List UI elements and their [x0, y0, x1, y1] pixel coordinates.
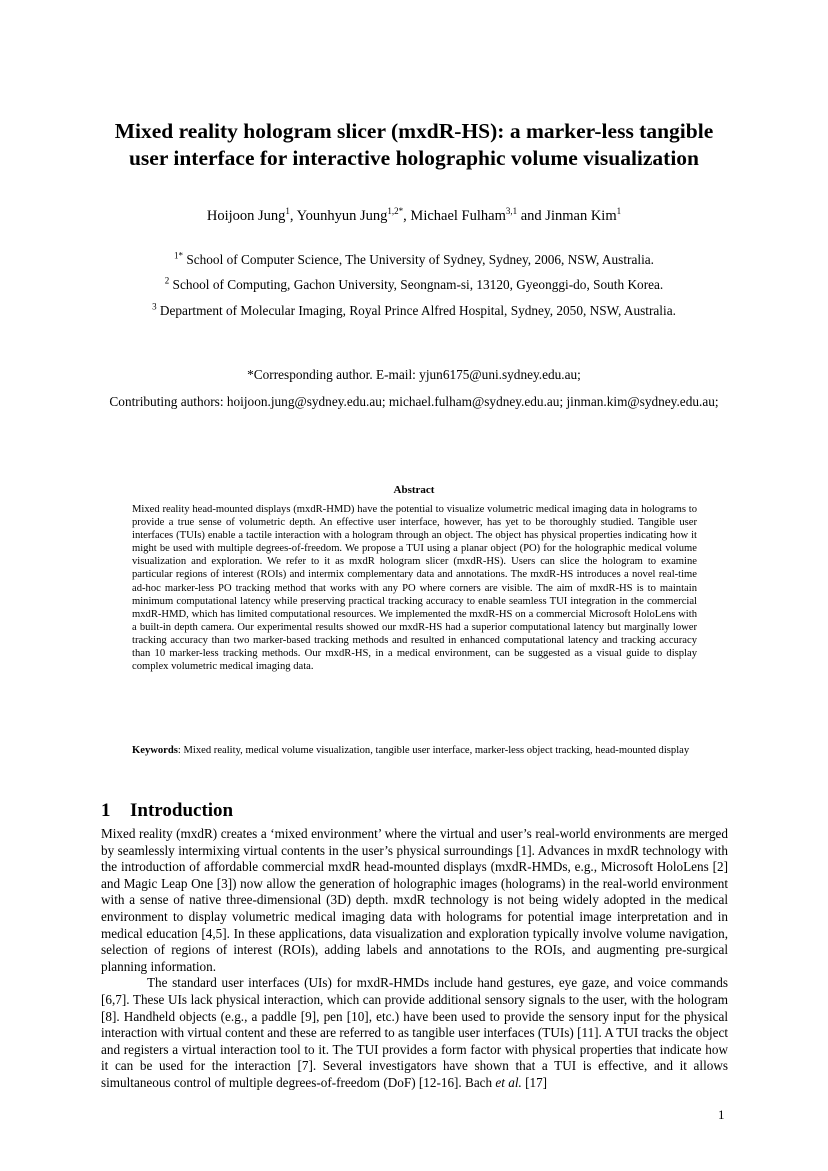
- section-title: Introduction: [130, 800, 234, 821]
- affiliation-text: School of Computer Science, The University of Sydney, Sydney, 2006, NSW, Australia.: [183, 252, 654, 267]
- paragraph-emphasis: et al.: [495, 1074, 522, 1090]
- author-affiliation-mark: 1: [616, 206, 622, 217]
- affiliation-text: Department of Molecular Imaging, Royal Prince Alfred Hospital, Sydney, 2050, NSW, Australia.: [156, 303, 676, 318]
- author-name: Hoijoon Jung: [206, 208, 286, 224]
- paragraph-text: [17]: [521, 1074, 548, 1090]
- abstract-text: Mixed reality head-mounted displays (mxdR-HMD) have the potential to visualize volumetric medical imaging data in holograms to provide a true sense of volumetric depth. An effective user interface, however, has yet to be thoroughly studied. Tangible user interfaces (TUIs) enable a tactile interaction with a hologram through an object. The object has physical properties indicating how it might be used with multiple degrees-of-freedom. We propose a TUI using a planar object (PO) for the holographic medical volume visualization and exploration. We refer to it as mxdR hologram slicer (mxdR-HS). Users can slice the hologram to examine particular regions of interest (ROIs) and intermix complementary data and annotations. The mxdR-HS introduces a novel real-time ad-hoc marker-less PO tracking method that works with any PO where corners are visible. The aim of mxdR-HS is to maintain minimum computational latency while preserving practical tracking accuracy to enable seamless TUI integration in the commercial mxdR-HMD, which has limited computational resources. We implemented the mxdR-HS on a commercial Microsoft HoloLens with a built-in depth camera. Our experimental results showed our mxdR-HS had a superior computational latency but marginally lower tracking accuracy than two marker-based tracking methods and resulted in enhanced computational latency and tracking accuracy than 10 marker-less tracking methods. Our mxdR-HS, in a medical environment, can be suggested as a visual guide to display complex volumetric medical imaging data.: [132, 504, 697, 673]
- keywords-text: : Mixed reality, medical volume visualization, tangible user interface, marker-less object tracking, head-mounted display: [177, 745, 690, 756]
- section-heading: [101, 800, 233, 822]
- affiliation-text: School of Computing, Gachon University, Seongnam-si, 13120, Gyeonggi-do, South Korea.: [169, 277, 664, 292]
- author-affiliation-mark: 1,2*: [387, 206, 404, 217]
- corresponding-author: *Corresponding author. E-mail: yjun6175@uni.sydney.edu.au;: [247, 367, 581, 382]
- paragraph-text: The standard user interfaces (UIs) for mxdR-HMDs include hand gestures, eye gaze, and voice commands [6,7]. These UIs lack physical interaction, which can provide additional sensory signals to the user, with the hologram [8]. Handheld objects (e.g., a paddle [9], pen [10], etc.) have been used to provide the sensory input for the physical interaction with virtual content and these are referred to as tangible user interfaces (TUIs) [11]. A TUI tracks the object and registers a virtual interaction tool to it. The TUI provides a form factor with physical properties that indicate how it can be used for the interaction [7]. Several investigators have shown that a TUI is effective, and it allows simultaneous control of multiple degrees-of-freedom (DoF) [12-16]. Bach: [101, 975, 728, 1090]
- keywords: [132, 744, 697, 757]
- affiliation-mark: 1*: [174, 250, 183, 261]
- page-number: 1: [718, 1107, 725, 1122]
- affiliation-mark: 3: [152, 301, 157, 312]
- author-list: [95, 207, 733, 225]
- affiliation-3: [60, 302, 768, 319]
- author-affiliation-mark: 1: [285, 206, 290, 217]
- paragraph: Mixed reality (mxdR) creates a ‘mixed environment’ where the virtual and user’s real-world environments are merged by seamlessly intermixing virtual contents in the user’s physical surroundings [1]. Advances in mxdR technology with the introduction of affordable commercial mxdR head-mounted displays (mxdR-HMDs, e.g., Microsoft HoloLens [2] and Magic Leap One [3]) now allow the generation of holographic images (holograms) in the real-world environment with a sense of native three-dimensional (3D) depth. mxdR technology is not being widely adopted in the medical environment to display volumetric medical imaging data with holograms for potential image interpretation and in medical education [4,5]. In these applications, data visualization and exploration typically involve volume navigation, selection of regions of interest (ROIs), adding labels and annotations to the ROIs, and augmenting pre-surgical planning information.: [101, 826, 728, 974]
- paper-title: Mixed reality hologram slicer (mxdR-HS): a marker-less tangible user interface for interactive holographic volume visualization: [114, 119, 714, 170]
- introduction-body: [101, 826, 728, 1092]
- keywords-label: Keywords: [132, 745, 178, 756]
- author-name: , Michael Fulham: [403, 208, 506, 224]
- author-affiliation-mark: 3,1: [505, 206, 518, 217]
- author-name: and Jinman Kim: [517, 208, 617, 224]
- affiliation-2: [60, 276, 768, 293]
- author-name: , Younhyun Jung: [289, 208, 388, 224]
- paragraph: [101, 975, 728, 1091]
- affiliation-1: [60, 251, 768, 268]
- section-number: 1: [101, 800, 111, 821]
- affiliation-mark: 2: [164, 275, 170, 286]
- contributing-authors: Contributing authors: hoijoon.jung@sydney.edu.au; michael.fulham@sydney.edu.au; jinman.kim@sydney.edu.au;: [109, 394, 719, 409]
- abstract-heading: Abstract: [393, 484, 435, 496]
